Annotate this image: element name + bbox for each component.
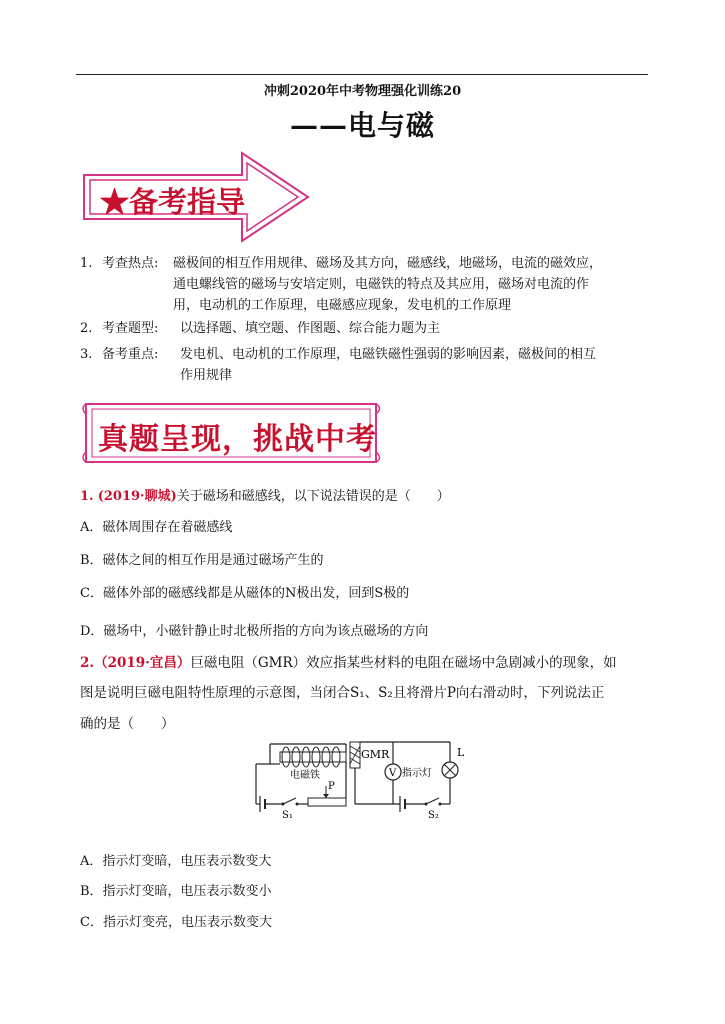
guide-item-line: 用，电动机的工作原理，电磁感应现象，发电机的工作原理 — [173, 298, 512, 313]
question-source: （2019·宜昌） — [94, 655, 191, 671]
electromagnet-coil — [280, 747, 346, 767]
gmr-label: GMR — [361, 748, 390, 761]
switch1-label: S₁ — [282, 810, 293, 821]
question-2-option-b: B．指示灯变暗，电压表示数变小 — [80, 884, 272, 899]
question-1-option-c: C．磁体外部的磁感线都是从磁体的N极出发，回到S极的 — [80, 586, 410, 601]
guide-item-line: 通电螺线管的磁场与安培定则，电磁铁的特点及其应用，磁场对电流的作 — [173, 277, 590, 292]
question-1-option-d: D．磁场中，小磁针静止时北极所指的方向为该点磁场的方向 — [80, 624, 429, 639]
circuit-diagram — [250, 738, 485, 826]
guide-item-label: 考查题型: — [102, 321, 159, 336]
question-2-option-c: C．指示灯变亮，电压表示数变大 — [80, 915, 272, 930]
question-number: 1. — [80, 489, 94, 504]
slider-label: P — [328, 781, 335, 792]
header-rule — [76, 74, 648, 75]
guide-item-label: 备考重点: — [102, 347, 159, 362]
guide-item-number: 3. — [80, 347, 93, 362]
guide-banner-text: 备考指导 — [129, 185, 246, 219]
question-1-option-b: B．磁体之间的相互作用是通过磁场产生的 — [80, 553, 324, 568]
guide-banner-label — [100, 180, 245, 221]
guide-item-line: 发电机、电动机的工作原理，电磁铁磁性强弱的影响因素，磁极间的相互 — [180, 347, 597, 362]
guide-item-label: 考查热点: — [102, 256, 159, 271]
rheostat — [308, 798, 346, 806]
guide-item-1 — [80, 253, 660, 313]
guide-item-2 — [80, 318, 660, 339]
guide-item-line: 磁极间的相互作用规律、磁场及其方向，磁感线，地磁场，电流的磁效应， — [173, 256, 603, 271]
question-2-line-2: 图是说明巨磁电阻特性原理的示意图，当闭合S₁、S₂且将滑片P向右滑动时，下列说法正 — [80, 685, 605, 701]
question-2 — [80, 651, 617, 671]
question-1 — [80, 485, 450, 504]
guide-item-number: 2. — [80, 321, 93, 336]
question-2-option-a: A．指示灯变暗，电压表示数变大 — [80, 854, 272, 869]
question-1-option-a: A．磁体周围存在着磁感线 — [80, 520, 233, 535]
question-source: (2019·聊城) — [97, 489, 177, 504]
document-subtitle: 冲刺2020年中考物理强化训练20 — [263, 84, 462, 99]
document-title: ——电与磁 — [289, 109, 435, 142]
question-number: 2. — [80, 655, 95, 671]
guide-item-line: 以选择题、填空题、作图题、综合能力题为主 — [180, 321, 441, 336]
question-text: 巨磁电阻（GMR）效应指某些材料的电阻在磁场中急剧减小的现象，如 — [190, 655, 617, 671]
guide-item-line: 作用规律 — [180, 368, 233, 383]
lamp-text-label: 指示灯 — [402, 768, 432, 779]
guide-item-3 — [80, 344, 660, 383]
voltmeter-label: V — [389, 768, 397, 779]
question-text: 关于磁场和磁感线，以下说法错误的是（ ） — [176, 489, 450, 504]
switch2-label: S₂ — [428, 810, 439, 821]
lamp-letter-label: L — [457, 746, 465, 759]
guide-item-number: 1. — [80, 256, 93, 271]
star-icon: ★ — [100, 185, 130, 219]
electromagnet-label: 电磁铁 — [290, 770, 320, 781]
challenge-banner-label: 真题呈现，挑战中考 — [98, 422, 377, 457]
question-2-line-3: 确的是（ ） — [80, 716, 175, 732]
